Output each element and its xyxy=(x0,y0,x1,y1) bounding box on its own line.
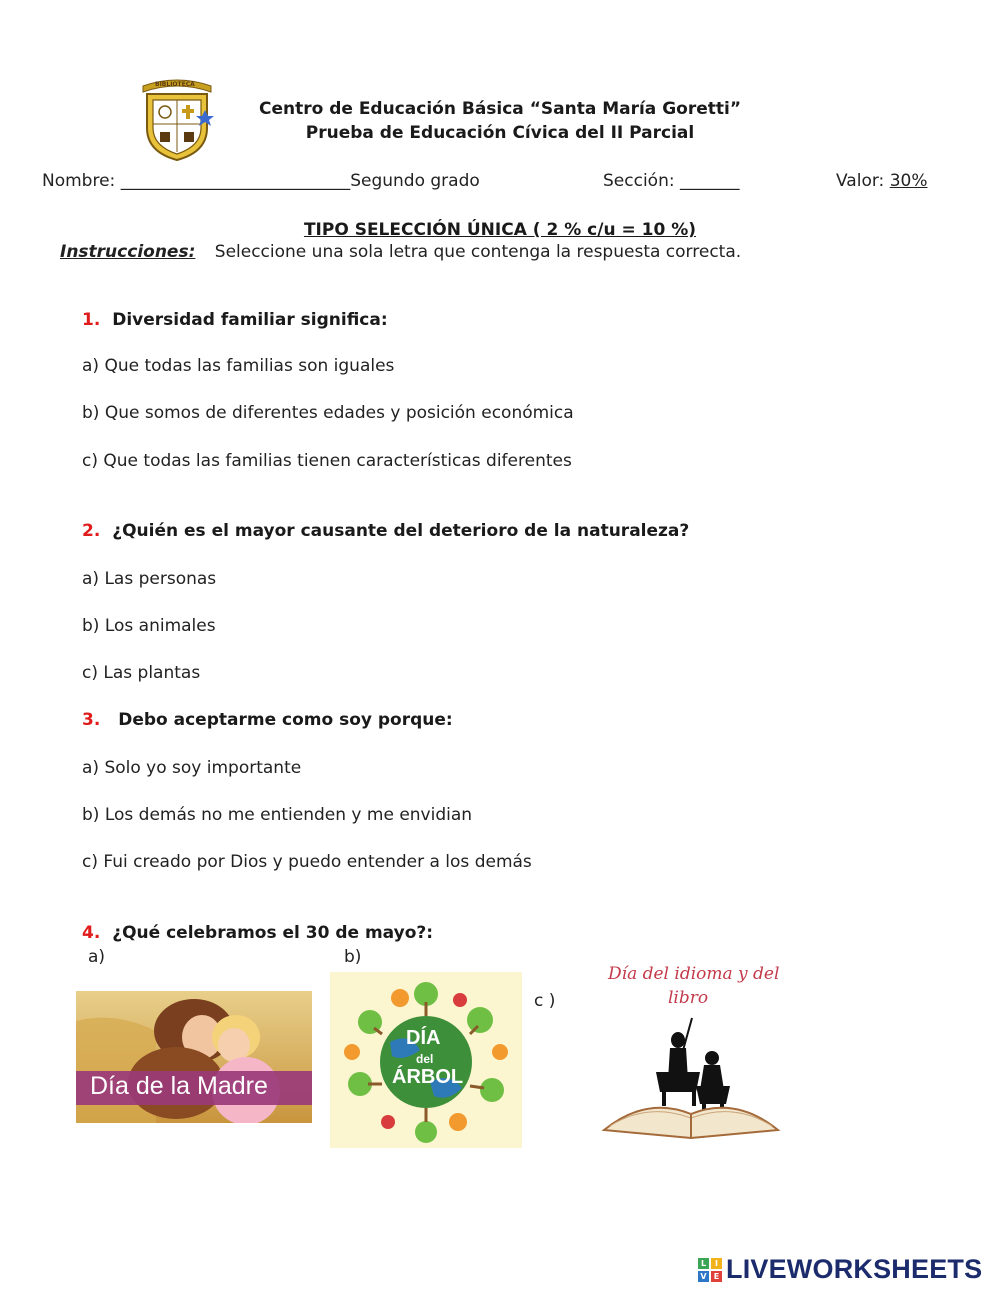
valor-value: 30% xyxy=(889,171,928,191)
question-3-text: Debo aceptarme como soy porque: xyxy=(118,710,453,730)
brand-name: LIVEWORKSHEETS xyxy=(726,1254,983,1284)
q4-option-a-image[interactable] xyxy=(76,991,312,1123)
q2-option-a[interactable]: a) Las personas xyxy=(82,569,217,589)
logo-text: BIBLIOTECA xyxy=(155,81,195,88)
badge-v: V xyxy=(698,1271,709,1282)
instructions-text: Seleccione una sola letra que contenga la respuesta correcta. xyxy=(214,242,742,262)
badge-e: E xyxy=(711,1271,722,1282)
q4-option-c-caption-1: Día del idioma y del xyxy=(608,964,780,984)
valor-label: Valor: xyxy=(836,171,885,191)
valor-group xyxy=(836,171,927,191)
question-1-text: Diversidad familiar significa: xyxy=(112,310,388,330)
section-title: TIPO SELECCIÓN ÚNICA ( 2 % c/u = 10 %) xyxy=(303,220,697,240)
question-2 xyxy=(82,521,689,541)
q1-option-b[interactable]: b) Que somos de diferentes edades y posición económica xyxy=(82,403,574,423)
q4-option-b-caption-1: DÍA xyxy=(406,1027,441,1049)
q4-option-a-letter: a) xyxy=(88,947,106,967)
q3-option-a[interactable]: a) Solo yo soy importante xyxy=(82,758,302,778)
q4-option-b-caption-3: ÁRBOL xyxy=(392,1066,464,1088)
liveworksheets-logo[interactable] xyxy=(698,1254,998,1286)
q4-option-c-image[interactable] xyxy=(596,962,786,1142)
instructions-label: Instrucciones: xyxy=(60,242,196,262)
badge-l: L xyxy=(698,1258,709,1269)
q4-option-b-caption-2: del xyxy=(416,1052,434,1066)
instructions-row xyxy=(60,242,741,262)
q4-option-b-image[interactable] xyxy=(330,972,522,1148)
q4-option-c-letter: c ) xyxy=(534,991,556,1011)
grado-text: Segundo grado xyxy=(350,171,480,191)
q3-option-c[interactable]: c) Fui creado por Dios y puedo entender a los demás xyxy=(82,852,532,872)
question-1 xyxy=(82,310,388,330)
brand-badge xyxy=(698,1258,722,1282)
q2-option-b[interactable]: b) Los animales xyxy=(82,616,216,636)
question-3 xyxy=(82,710,453,730)
seccion-group xyxy=(603,171,739,191)
question-1-number: 1. xyxy=(82,310,101,330)
seccion-field[interactable]: _______ xyxy=(679,171,740,191)
student-info-row xyxy=(42,171,962,195)
question-2-number: 2. xyxy=(82,521,101,541)
q1-option-a[interactable]: a) Que todas las familias son iguales xyxy=(82,356,395,376)
question-2-text: ¿Quién es el mayor causante del deterioro de la naturaleza? xyxy=(112,521,690,541)
question-4 xyxy=(82,923,433,943)
question-4-text: ¿Qué celebramos el 30 de mayo?: xyxy=(112,923,434,943)
q4-option-b-letter: b) xyxy=(344,947,362,967)
q4-option-a-caption: Día de la Madre xyxy=(90,1072,268,1100)
q1-option-c[interactable]: c) Que todas las familias tienen características diferentes xyxy=(82,451,572,471)
seccion-label: Sección: xyxy=(603,171,675,191)
question-4-number: 4. xyxy=(82,923,101,943)
exam-title: Prueba de Educación Cívica del II Parcial xyxy=(305,123,695,143)
q2-option-c[interactable]: c) Las plantas xyxy=(82,663,201,683)
badge-i: I xyxy=(711,1258,722,1269)
school-name: Centro de Educación Básica “Santa María Goretti” xyxy=(258,99,741,119)
q4-option-c-caption-2: libro xyxy=(668,988,709,1008)
question-3-number: 3. xyxy=(82,710,101,730)
nombre-label: Nombre: xyxy=(42,171,116,191)
nombre-field[interactable]: ___________________________ xyxy=(120,171,351,191)
q3-option-b[interactable]: b) Los demás no me entienden y me envidian xyxy=(82,805,473,825)
